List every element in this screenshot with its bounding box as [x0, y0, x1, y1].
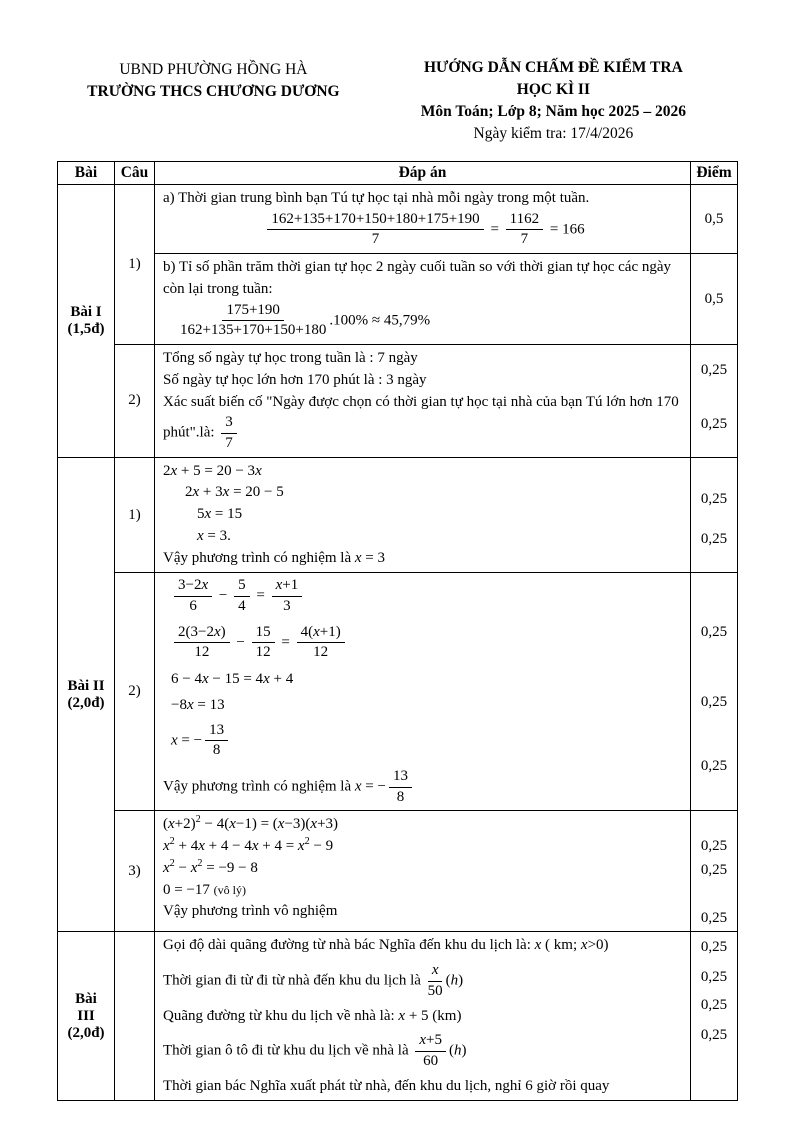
bai-1-title: Bài I	[70, 303, 102, 320]
answer-cell-b2-2	[155, 573, 691, 811]
score-value: 0,25	[700, 758, 728, 775]
score-cell-b2-3	[691, 811, 738, 932]
header-right	[370, 57, 737, 145]
col-header-bai: Bài	[58, 162, 115, 185]
col-header-diem: Điểm	[691, 162, 738, 185]
bai3-cau-empty	[115, 932, 155, 1101]
bai-1-cell	[58, 185, 115, 458]
bai-2-cell	[58, 457, 115, 932]
bai2-cau-2-label: 2)	[115, 573, 155, 811]
bai-3-cell	[58, 932, 115, 1101]
score-value: 0,25	[700, 624, 728, 641]
answer-text: Số ngày tự học lớn hơn 170 phút là : 3 ngày	[163, 371, 427, 388]
answer-equation: $x^2 + 4x + 4 - 4x + 4 = x^2 - 9$	[163, 836, 334, 855]
bai1-cau-1-label: 1)	[115, 185, 155, 345]
score-value: 0,25	[700, 997, 728, 1014]
row-b1-2	[58, 345, 738, 458]
answer-equation: x = − $\frac{13}{8}$	[163, 721, 686, 761]
exam-date: Ngày kiểm tra: 17/4/2026	[473, 125, 634, 142]
score-value: 0,5	[704, 210, 724, 227]
answer-equation: x = 3.	[197, 527, 231, 544]
answer-equation: 6 − 4x − 15 = 4x + 4	[171, 671, 294, 688]
score-value: 0,5	[704, 290, 724, 307]
score-value: 0,25	[700, 694, 728, 711]
score-value: 0,25	[700, 1027, 728, 1044]
col-header-dapan: Đáp án	[155, 162, 691, 185]
answer-text: Gọi độ dài quãng đường từ nhà bác Nghĩa đến khu du lịch là: x ( km; x>0)	[163, 937, 609, 954]
row-b3	[58, 932, 738, 1101]
score-cell-b1-1b	[691, 254, 738, 345]
row-b1-1a	[58, 185, 738, 254]
doc-title: HƯỚNG DẪN CHẤM ĐỀ KIỂM TRA	[424, 59, 683, 76]
answer-text: Quãng đường từ khu du lịch về nhà là: x + 5 (km)	[163, 1007, 462, 1024]
table-header-row	[58, 162, 738, 185]
row-b1-1b	[58, 254, 738, 345]
answer-equation: 0 = −17 (vô lý)	[163, 881, 246, 898]
score-value: 0,25	[700, 838, 728, 855]
answer-text: Thời gian đi từ đi từ nhà đến khu du lịch là $\frac{x}{50}$ (h)	[163, 962, 464, 999]
bai-3-total: (2,0đ)	[67, 1024, 105, 1041]
score-cell-b1-1a	[691, 185, 738, 254]
bai2-cau-1-label: 1)	[115, 457, 155, 573]
score-cell-b2-1	[691, 457, 738, 573]
answer-key-table	[57, 161, 738, 1101]
school-name: TRƯỜNG THCS CHƯƠNG DƯƠNG	[87, 83, 340, 100]
answer-cell-b1-1b	[155, 254, 691, 345]
answer-cell-b3	[155, 932, 691, 1101]
answer-equation: $\frac{3-2x}{6}$ − $\frac{5}{4}$ = $\frac{x+1}{3}$	[163, 576, 686, 616]
score-value: 0,25	[700, 862, 728, 879]
answer-equation: $\frac{162+135+170+150+180+175+190}{7}$ = $\frac{1162}{7}$ = 166	[163, 210, 686, 250]
header-left	[57, 57, 370, 145]
bai1-cau-2-label: 2)	[115, 345, 155, 458]
answer-text: Xác suất biến cố "Ngày được chọn có thời gian tự học tại nhà của bạn Tú lớn hơn 170 phút".là: $\frac{3}{7}$	[163, 393, 679, 451]
answer-equation: $(x+2)^2 - 4(x-1) = (x-3)(x+3)$	[163, 814, 339, 833]
bai2-cau-3-label: 3)	[115, 811, 155, 932]
col-header-cau: Câu	[115, 162, 155, 185]
score-value: 0,25	[700, 362, 728, 378]
answer-text: b) Tỉ số phần trăm thời gian tự học 2 ngày cuối tuần so với thời gian tự học các ngày còn lại trong tuần:	[163, 259, 672, 297]
row-b2-2	[58, 573, 738, 811]
answer-equation: −8x = 13	[171, 696, 225, 713]
answer-text: Vậy phương trình có nghiệm là x = 3	[163, 549, 385, 566]
bai-3-numeral: III	[77, 1007, 95, 1024]
score-value: 0,25	[700, 969, 728, 986]
answer-cell-b1-1a	[155, 185, 691, 254]
answer-cell-b2-1	[155, 457, 691, 573]
row-b2-3	[58, 811, 738, 932]
bai-2-total: (2,0đ)	[67, 694, 105, 711]
score-value: 0,25	[700, 416, 728, 432]
score-cell-b2-2	[691, 573, 738, 811]
answer-cell-b2-3	[155, 811, 691, 932]
answer-text: Thời gian ô tô đi từ khu du lịch về nhà là $\frac{x+5}{60}$ (h)	[163, 1032, 467, 1069]
answer-text: Vậy phương trình có nghiệm là x = − $\frac{13}{8}$	[163, 767, 686, 807]
score-value: 0,25	[700, 939, 728, 956]
answer-equation: $\frac{175+190}{162+135+170+150+180}$ .100% ≈ 45,79%	[180, 301, 431, 339]
answer-text: Thời gian bác Nghĩa xuất phát từ nhà, đến khu du lịch, nghỉ 6 giờ rồi quay	[163, 1077, 610, 1094]
org-name: UBND PHƯỜNG HỒNG HÀ	[119, 61, 308, 78]
score-cell-b1-2	[691, 345, 738, 458]
bai-1-total: (1,5đ)	[67, 320, 105, 337]
bai-3-title: Bài	[75, 990, 97, 1007]
score-value: 0,25	[700, 910, 728, 927]
row-b2-1	[58, 457, 738, 573]
bai-2-title: Bài II	[67, 677, 105, 694]
answer-cell-b1-2	[155, 345, 691, 458]
document-header	[57, 57, 737, 145]
answer-equation: 2x + 3x = 20 − 5	[185, 484, 284, 501]
score-value: 0,25	[700, 490, 728, 507]
answer-text: Tổng số ngày tự học trong tuần là : 7 ngày	[163, 350, 418, 366]
answer-equation: $\frac{2(3-2x)}{12}$ − $\frac{15}{12}$ = $\frac{4(x+1)}{12}$	[163, 623, 686, 663]
answer-equation: 5x = 15	[197, 506, 243, 523]
answer-equation: $x^2 - x^2 = -9 - 8$	[163, 857, 258, 876]
answer-text: Vậy phương trình vô nghiệm	[163, 903, 338, 920]
answer-equation: 2x + 5 = 20 − 3x	[163, 462, 262, 479]
score-cell-b3	[691, 932, 738, 1101]
score-value: 0,25	[700, 530, 728, 547]
semester-title: HỌC KÌ II	[516, 81, 590, 98]
answer-text: a) Thời gian trung bình bạn Tú tự học tại nhà mỗi ngày trong một tuần.	[163, 190, 590, 206]
subject-info: Môn Toán; Lớp 8; Năm học 2025 – 2026	[420, 103, 686, 120]
